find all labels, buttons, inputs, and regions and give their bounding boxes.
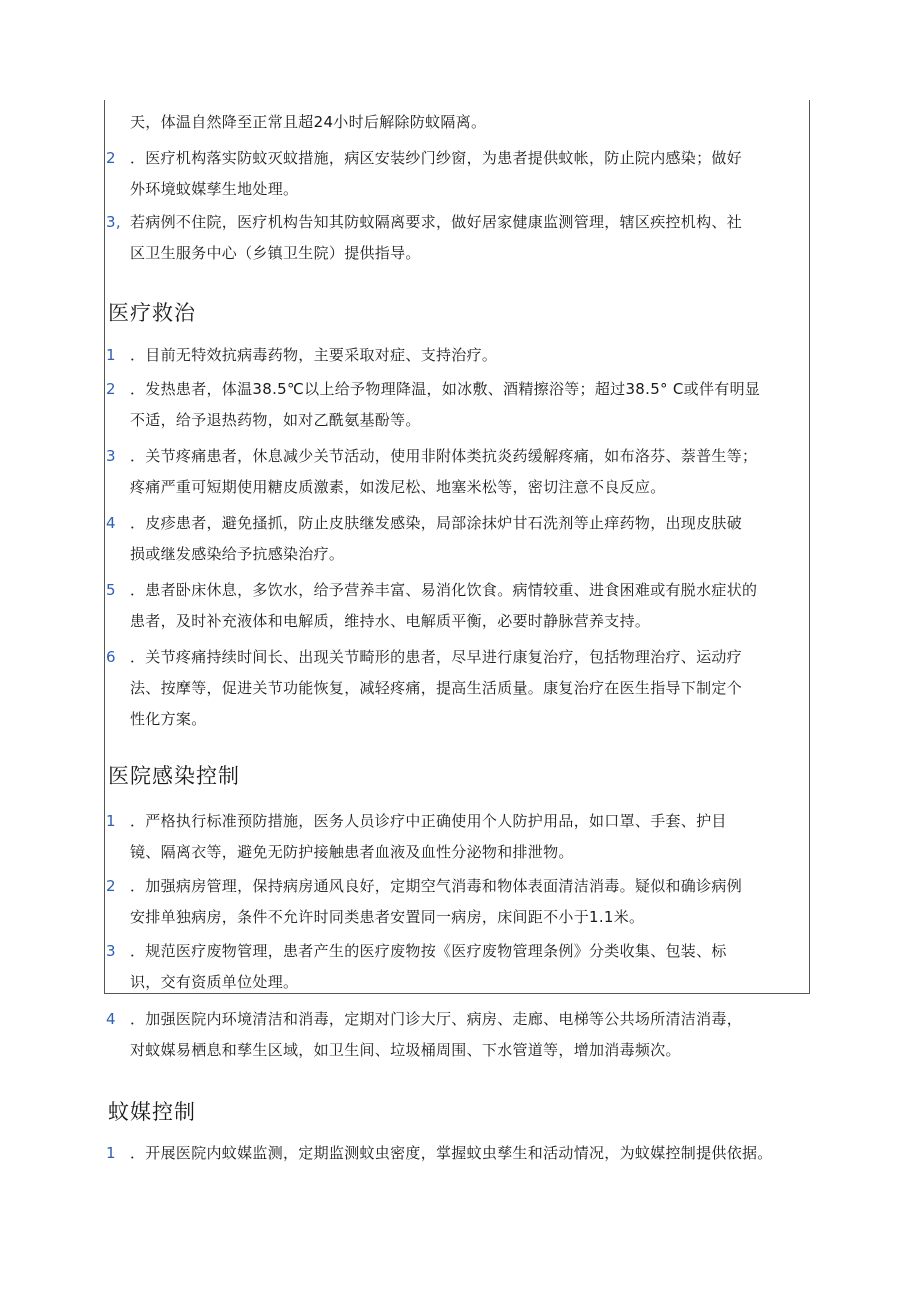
section-heading: 医院感染控制 xyxy=(108,764,240,788)
paragraph-line: 安排单独病房，条件不允许时同类患者安置同一病房，床间距不小于1.1米。 xyxy=(130,908,645,926)
paragraph-line: ．关节疼痛患者，休息减少关节活动，使用非附体类抗炎药缓解疼痛，如布洛芬、萘普生等； xyxy=(130,447,758,465)
paragraph-line: ．皮疹患者，避免搔抓，防止皮肤继发感染，局部涂抹炉甘石洗剂等止痒药物，出现皮肤破 xyxy=(130,514,743,532)
paragraph-line: 法、按摩等，促进关节功能恢复，减轻疼痛，提高生活质量。康复治疗在医生指导下制定个 xyxy=(130,679,743,697)
paragraph-line: 外环境蚊媒孳生地处理。 xyxy=(130,180,299,198)
item-number: 6 xyxy=(106,648,116,666)
item-number: 4 xyxy=(106,1010,116,1028)
item-number: 3, xyxy=(106,213,121,231)
list-item xyxy=(106,107,811,138)
paragraph-line: ．严格执行标准预防措施，医务人员诊疗中正确使用个人防护用品，如口罩、手套、护目 xyxy=(130,812,727,830)
list-item xyxy=(106,207,811,269)
list-item xyxy=(106,508,811,570)
list-item xyxy=(106,441,811,503)
list-item xyxy=(106,936,811,998)
list-item xyxy=(106,806,811,868)
paragraph-line: 对蚊媒易栖息和孳生区域，如卫生间、垃圾桶周围、下水管道等，增加消毒频次。 xyxy=(130,1041,681,1059)
paragraph-line: 区卫生服务中心（乡镇卫生院）提供指导。 xyxy=(130,244,421,262)
item-number: 1 xyxy=(106,812,116,830)
paragraph-line: 患者，及时补充液体和电解质，维持水、电解质平衡，必要时静脉营养支持。 xyxy=(130,612,651,630)
section-heading: 蚊媒控制 xyxy=(108,1100,196,1124)
paragraph-line: 若病例不住院，医疗机构告知其防蚊隔离要求，做好居家健康监测管理，辖区疾控机构、社 xyxy=(130,213,743,231)
item-number: 3 xyxy=(106,942,116,960)
paragraph-line: 疼痛严重可短期使用糖皮质激素，如泼尼松、地塞米松等，密切注意不良反应。 xyxy=(130,478,666,496)
list-item xyxy=(106,642,811,735)
paragraph-line: 性化方案。 xyxy=(130,710,207,728)
list-item xyxy=(106,374,811,436)
item-number: 3 xyxy=(106,447,116,465)
list-item xyxy=(106,1004,811,1066)
list-item xyxy=(106,340,811,371)
section-heading: 医疗救治 xyxy=(108,301,196,325)
paragraph-line: ．发热患者，体温38.5℃以上给予物理降温，如冰敷、酒精擦浴等；超过38.5° C或伴有明显 xyxy=(130,380,761,398)
item-number: 2 xyxy=(106,877,116,895)
item-number: 2 xyxy=(106,149,116,167)
item-number: 1 xyxy=(106,346,116,364)
paragraph-line: ．医疗机构落实防蚊灭蚊措施，病区安装纱门纱窗，为患者提供蚊帐，防止院内感染；做好 xyxy=(130,149,743,167)
list-item xyxy=(106,871,811,933)
paragraph-line: ．加强病房管理，保持病房通风良好，定期空气消毒和物体表面清洁消毒。疑似和确诊病例 xyxy=(130,877,743,895)
paragraph-line: 天，体温自然降至正常且超24小时后解除防蚊隔离。 xyxy=(130,113,487,131)
list-item xyxy=(106,1138,811,1169)
paragraph-line: ．开展医院内蚊媒监测，定期监测蚊虫密度，掌握蚊虫孳生和活动情况，为蚊媒控制提供依据。 xyxy=(130,1144,773,1162)
list-item xyxy=(106,575,811,637)
item-number: 5 xyxy=(106,581,116,599)
paragraph-line: ．加强医院内环境清洁和消毒，定期对门诊大厅、病房、走廊、电梯等公共场所清洁消毒， xyxy=(130,1010,743,1028)
paragraph-line: 不适，给予退热药物，如对乙酰氨基酚等。 xyxy=(130,411,421,429)
paragraph-line: ．关节疼痛持续时间长、出现关节畸形的患者，尽早进行康复治疗，包括物理治疗、运动疗 xyxy=(130,648,743,666)
paragraph-line: 镜、隔离衣等，避免无防护接触患者血液及血性分泌物和排泄物。 xyxy=(130,843,574,861)
item-number: 4 xyxy=(106,514,116,532)
paragraph-line: 识，交有资质单位处理。 xyxy=(130,973,299,991)
item-number: 2 xyxy=(106,380,116,398)
list-item xyxy=(106,143,811,205)
paragraph-line: ．目前无特效抗病毒药物，主要采取对症、支持治疗。 xyxy=(130,346,498,364)
paragraph-line: ．患者卧床休息，多饮水，给予营养丰富、易消化饮食。病情较重、进食困难或有脱水症状的 xyxy=(130,581,758,599)
paragraph-line: 损或继发感染给予抗感染治疗。 xyxy=(130,545,345,563)
item-number: 1 xyxy=(106,1144,116,1162)
paragraph-line: ．规范医疗废物管理，患者产生的医疗废物按《医疗废物管理条例》分类收集、包装、标 xyxy=(130,942,727,960)
